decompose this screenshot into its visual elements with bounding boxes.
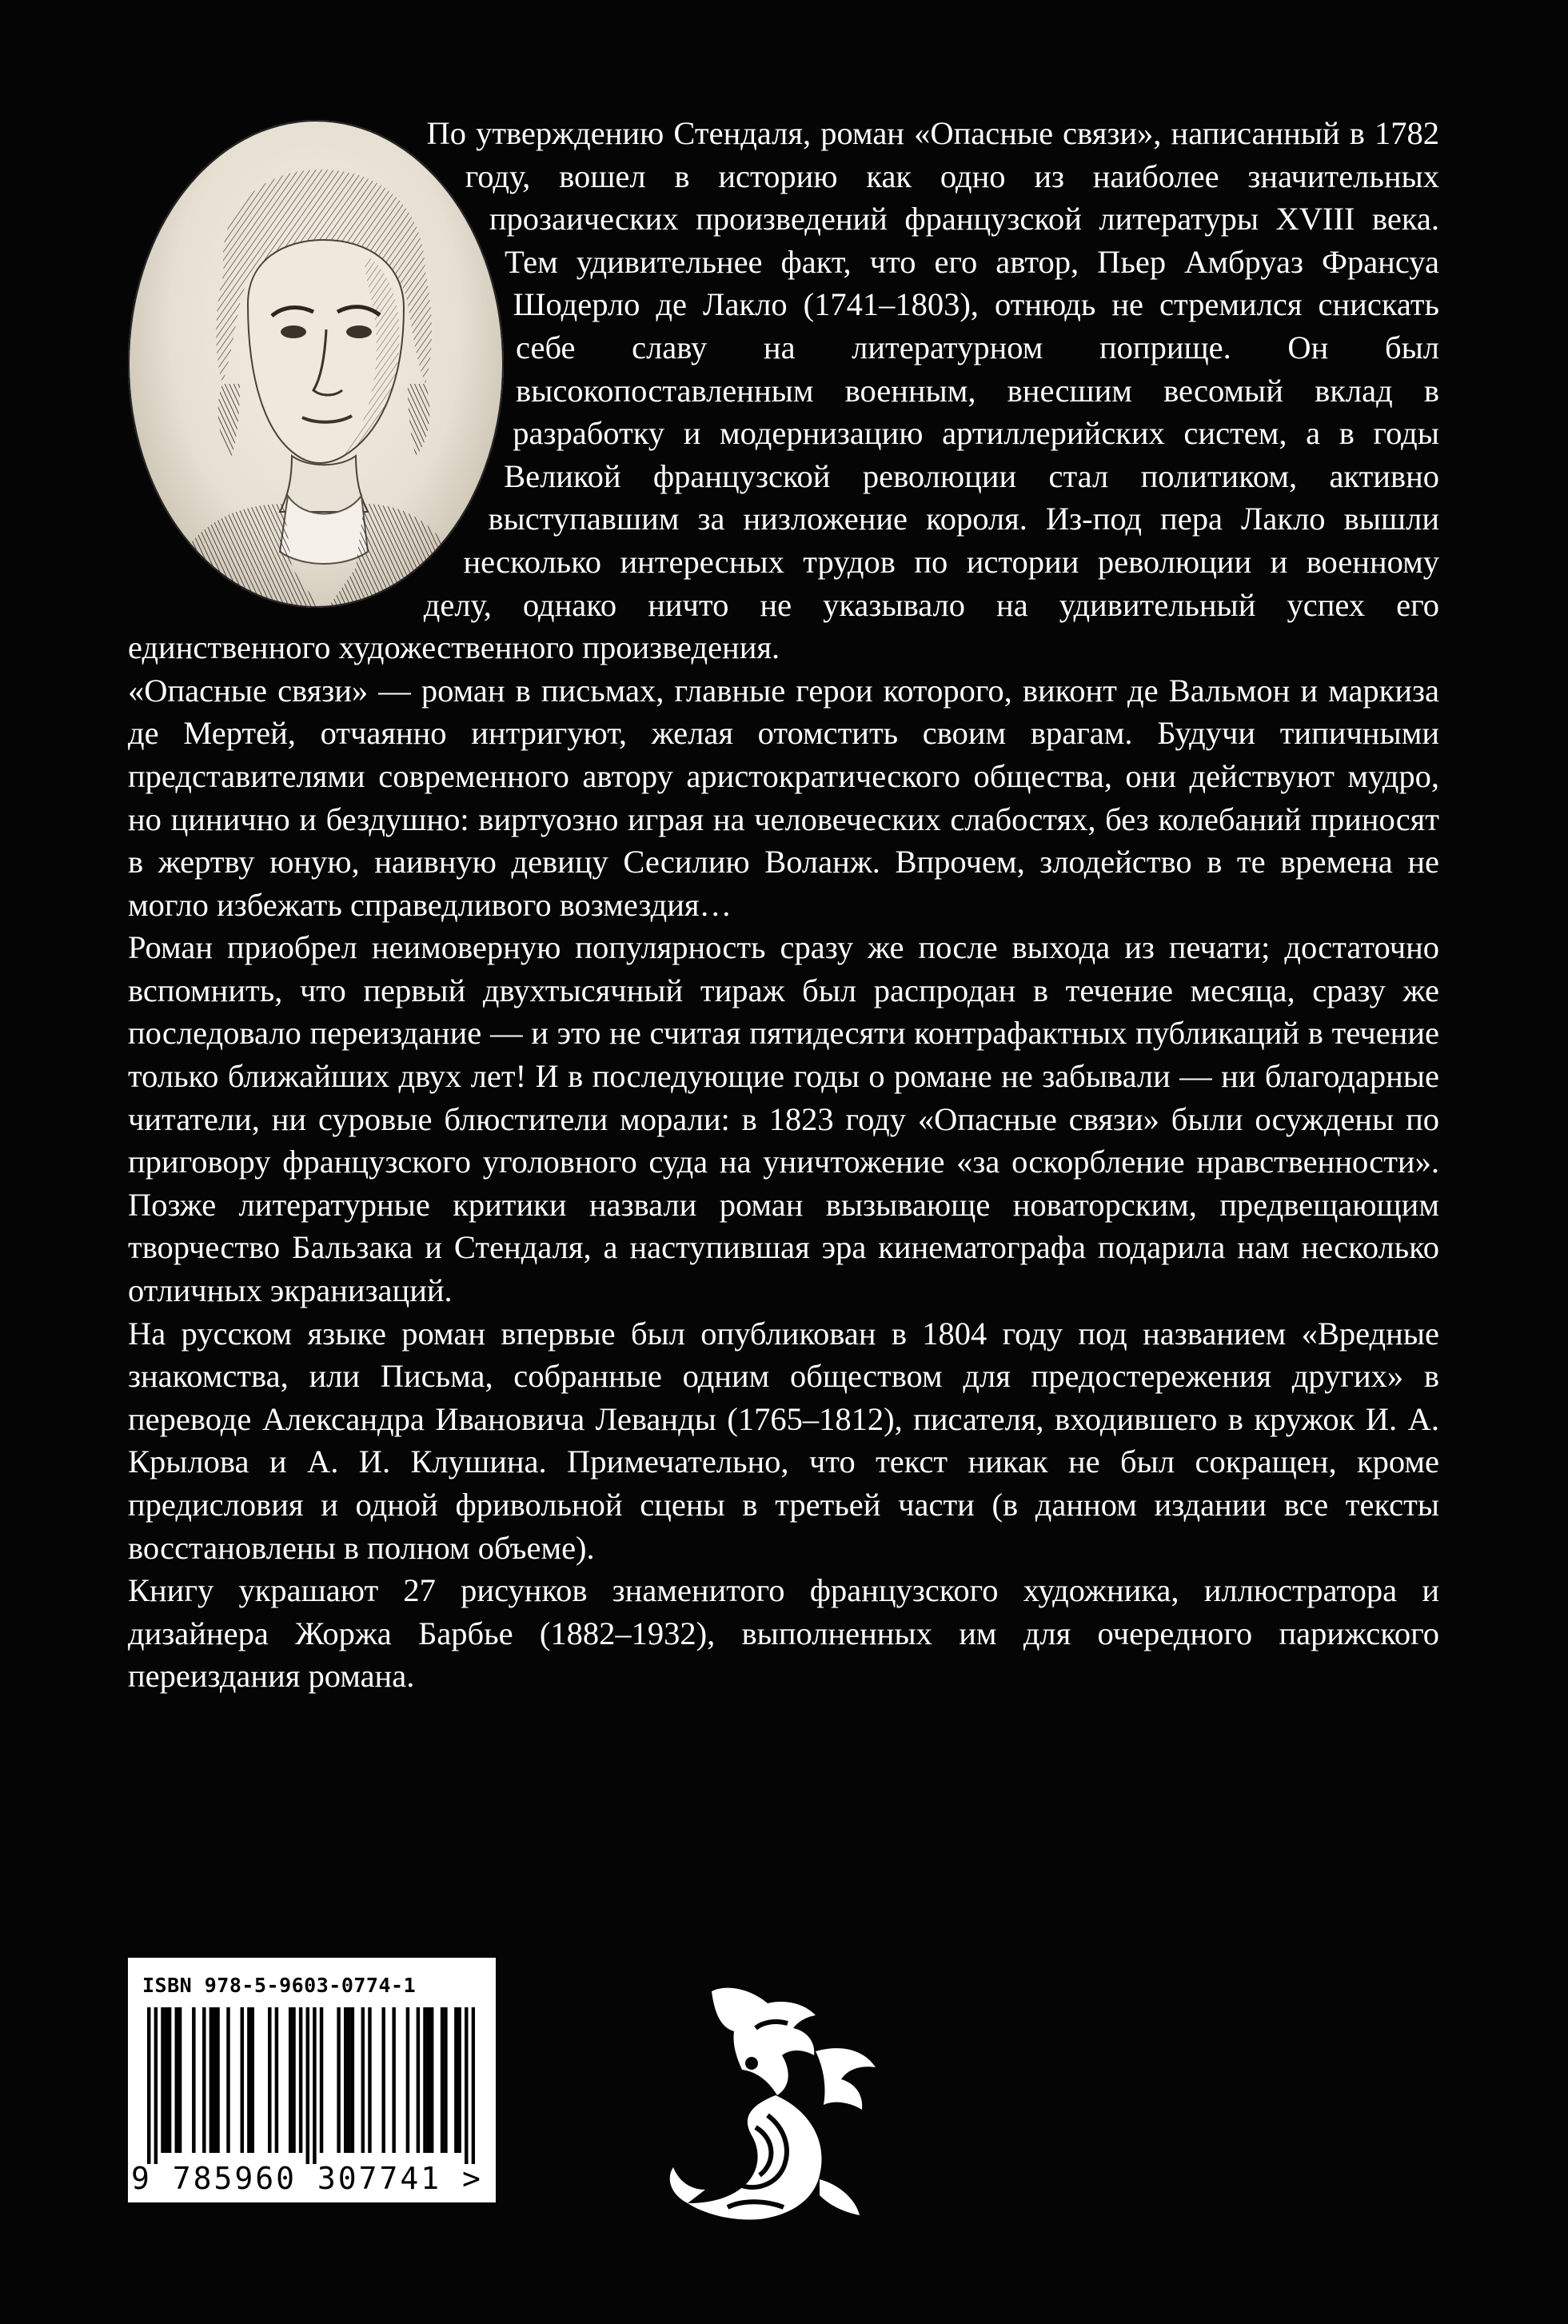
barcode-bar <box>337 2007 340 2153</box>
description-text <box>128 112 1439 1698</box>
barcode-bar <box>161 2007 164 2153</box>
barcode-bar <box>292 2007 295 2153</box>
barcode-bar <box>275 2007 278 2153</box>
barcode-bar <box>313 2007 316 2164</box>
barcode-bar <box>165 2007 168 2153</box>
paragraph-5: Книгу украшают 27 рисунков знаменитого французского художника, иллюстратора и дизайнера Жоржа Барбье (1882–1932), выполненных им для очередного парижского переиздания романа. <box>128 1572 1439 1695</box>
barcode-bar <box>299 2007 302 2153</box>
publisher-logo <box>656 1975 896 2231</box>
barcode-bar <box>226 2007 229 2153</box>
barcode-bar <box>444 2007 447 2153</box>
barcode-bar <box>250 2007 253 2153</box>
barcode-bar <box>441 2007 444 2153</box>
isbn-label: ISBN 978-5-9603-0774-1 <box>142 1974 417 1997</box>
barcode-bar <box>268 2007 271 2153</box>
barcode-bars <box>147 2007 475 2164</box>
barcode-bar <box>368 2007 371 2153</box>
ean-digits: 9 785960 307741 > <box>131 2161 483 2196</box>
barcode-bar <box>147 2007 150 2164</box>
barcode-bar <box>430 2007 433 2153</box>
barcode-bar <box>347 2007 350 2153</box>
barcode-bar <box>417 2007 420 2153</box>
isbn-barcode <box>128 1958 496 2202</box>
barcode-bar <box>213 2007 216 2153</box>
barcode-bar <box>192 2007 195 2153</box>
barcode-bar <box>361 2007 365 2153</box>
barcode-bar <box>202 2007 205 2153</box>
barcode-bar <box>247 2007 250 2153</box>
barcode-bar <box>320 2007 323 2153</box>
barcode-bar <box>457 2007 461 2153</box>
barcode-bar <box>423 2007 426 2153</box>
dragon-logo-icon <box>656 1975 896 2231</box>
barcode-bar <box>178 2007 182 2153</box>
barcode-bar <box>216 2007 219 2153</box>
barcode-bar <box>381 2007 385 2153</box>
barcode-bar <box>209 2007 213 2153</box>
barcode-bar <box>344 2007 347 2153</box>
barcode-bar <box>427 2007 430 2153</box>
barcode-bar <box>465 2007 468 2164</box>
barcode-bar <box>175 2007 178 2153</box>
barcode-bar <box>392 2007 395 2153</box>
paragraph-1: По утверждению Стендаля, роман «Опасные связи», написанный в 1782 году, вошел в историю как одно из наиболее значительных прозаических произведений французской литературы XVIII века. Тем удивительнее факт, что его автор, Пьер Амбруаз Франсуа Шодерло де Лакло (1741–1803), отнюдь не стремился снискать себе славу на литературном поприще. Он был высокопоставленным военным, внесшим весомый вклад в разработку и модернизацию артиллерийских систем, а в годы Великой французской революции стал политиком, активно выступавшим за низложение короля. Из-под пера Лакло вышли несколько интересных трудов по истории революции и военному делу, однако ничто не указывало на удивительный успех его единственного художественного произведения. <box>128 115 1439 666</box>
barcode-bar <box>168 2007 171 2153</box>
barcode-bar <box>472 2007 475 2164</box>
barcode-bar <box>154 2007 158 2164</box>
barcode-bar <box>351 2007 354 2153</box>
barcode-bar <box>406 2007 409 2153</box>
paragraph-2: «Опасные связи» — роман в письмах, главные герои которого, виконт де Вальмон и маркиза де Мертей, отчаянно интригуют, желая отомстить своим врагам. Будучи типичными представителями современного автору аристократического общества, они действуют мудро, но цинично и бездушно: виртуозно играя на человеческих слабостях, без колебаний приносят в жертву юную, наивную девицу Сесилию Воланж. Впрочем, злодейство в те времена не могло избежать справедливого возмездия… <box>128 672 1439 923</box>
paragraph-3: Роман приобрел неимоверную популярность сразу же после выхода из печати; достаточно вспомнить, что первый двухтысячный тираж был распродан в течение месяца, сразу же последовало переиздание — и это не считая пятидесяти контрафактных публикаций в течение только ближайших двух лет! И в последующие годы о романе не забывали — ни благодарные читатели, ни суровые блюстители морали: в 1823 году «Опасные связи» были осуждены по приговору французского уголовного суда на уничтожение «за оскорбление нравственности». Позже литературные критики назвали роман вызывающе новаторским, предвещающим творчество Бальзака и Стендаля, а наступившая эра кинематографа подарила нам несколько отличных экранизаций. <box>128 929 1439 1309</box>
barcode-bar <box>241 2007 244 2153</box>
barcode-bar <box>454 2007 457 2153</box>
barcode-bar <box>306 2007 309 2164</box>
paragraph-4: На русском языке роман впервые был опубликован в 1804 году под названием «Вредные знакомства, или Письма, собранные одним обществом для предостережения других» в переводе Александра Ивановича Леванды (1765–1812), писателя, входившего в кружок И. А. Крылова и А. И. Клушина. Примечательно, что текст никак не был сокращен, кроме предисловия и одной фривольной сцены в третьей части (в данном издании все тексты восстановлены в полном объеме). <box>128 1315 1439 1566</box>
barcode-bar <box>289 2007 292 2153</box>
